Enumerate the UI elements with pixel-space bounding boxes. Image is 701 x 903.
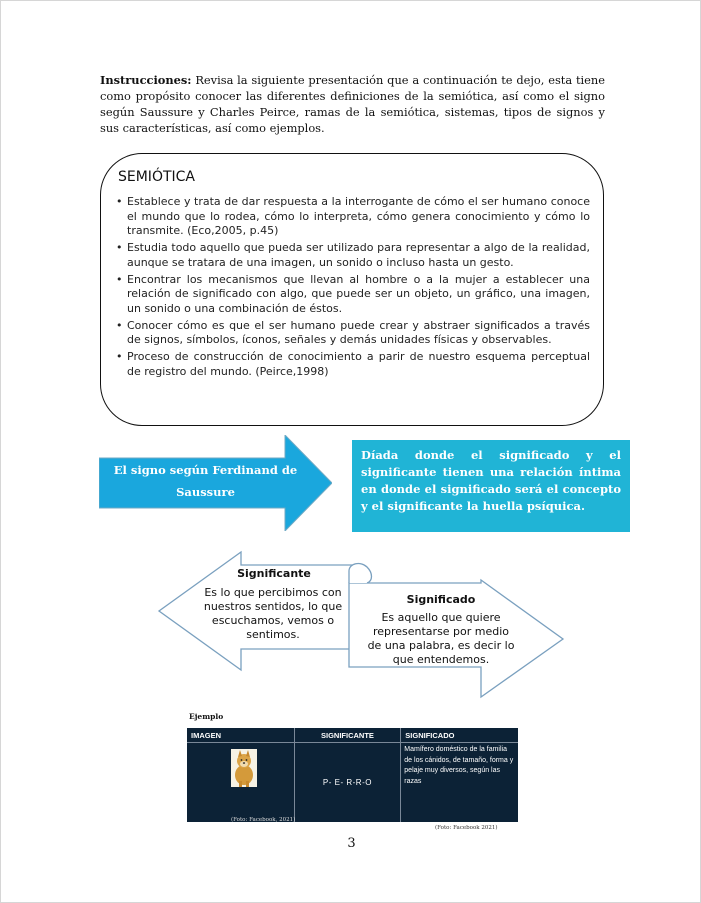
dog-photo [231, 749, 257, 787]
diada-highlight-significado: significado [499, 448, 570, 462]
diada-text-part: tienen una relación íntima en donde el significado será el concepto y el significante la huella psíquica. [361, 465, 621, 513]
table-cell-significante: P- E- R-R-O [294, 743, 401, 823]
diada-highlight-significante: significante [361, 465, 437, 479]
diada-text-part: Díada donde el [361, 448, 500, 462]
instructions-lead: Instrucciones: [100, 73, 192, 87]
table-header: SIGNIFICADO [401, 728, 518, 743]
instructions-text: Revisa la siguiente presentación que a continuación te dejo, esta tiene como propósito conocer las diferentes definiciones de la semiótica, así como el signo según Saussure y Charles Peirce, ramas de la semiótica, sistemas, tipos de signos y sus características, así como ejemplos. [100, 73, 605, 135]
saussure-arrow-label: El signo según Ferdinand de Saussure [113, 463, 298, 499]
table-header: SIGNIFICANTE [294, 728, 401, 743]
semiotica-item: • Establece y trata de dar respuesta a la interrogante de cómo el ser humano conoce el mundo que lo rodea, cómo lo interpreta, cómo genera conocimiento y cómo lo transmite. (Eco,2005, p.45) [116, 195, 590, 239]
semiotica-title: SEMIÓTICA [118, 169, 195, 185]
semiotica-item: • Estudia todo aquello que pueda ser utilizado para representar a algo de la realidad, aunque se tratara de una imagen, un sonido o incluso hasta un gesto. [116, 241, 590, 270]
table-credit: (Foto: Facebook 2021) [435, 825, 498, 831]
diada-box [352, 440, 630, 532]
image-credit: (Foto: Facebook, 2021) [231, 817, 296, 823]
page-number: 3 [347, 836, 356, 851]
significante-title: Significante [237, 567, 311, 580]
table-row [187, 743, 518, 823]
semiotica-item: • Proceso de construcción de conocimiento a parir de nuestro esquema perceptual de registro del mundo. (Peirce,1998) [116, 350, 590, 379]
instructions-paragraph [100, 72, 605, 136]
ejemplo-label: Ejemplo [189, 712, 224, 721]
semiotica-list [116, 195, 590, 382]
significado-body: Es aquello que quiere representarse por medio de una palabra, es decir lo que entendemos. [367, 611, 515, 666]
table-header: IMAGEN [187, 728, 294, 743]
example-table [187, 728, 518, 822]
significante-body: Es lo que percibimos con nuestros sentidos, lo que escuchamos, vemos o sentimos. [203, 586, 343, 641]
diada-text-part: y el [569, 448, 621, 462]
diada-text [361, 447, 621, 515]
table-cell-image [187, 743, 294, 823]
semiotica-item: • Conocer cómo es que el ser humano puede crear y abstraer significados a través de signos, símbolos, íconos, señales y demás unidades físicas y observables. [116, 319, 590, 348]
semiotica-item: • Encontrar los mecanismos que llevan al hombre o a la mujer a establecer una relación de significado con algo, que puede ser un objeto, un gráfico, una imagen, un sonido o una combinación de éstos. [116, 273, 590, 317]
table-header-row [187, 728, 518, 743]
significado-title: Significado [406, 593, 476, 606]
table-cell-significado: Mamífero doméstico de la familia de los cánidos, de tamaño, forma y pelaje muy diversos, según las razas [404, 746, 514, 785]
